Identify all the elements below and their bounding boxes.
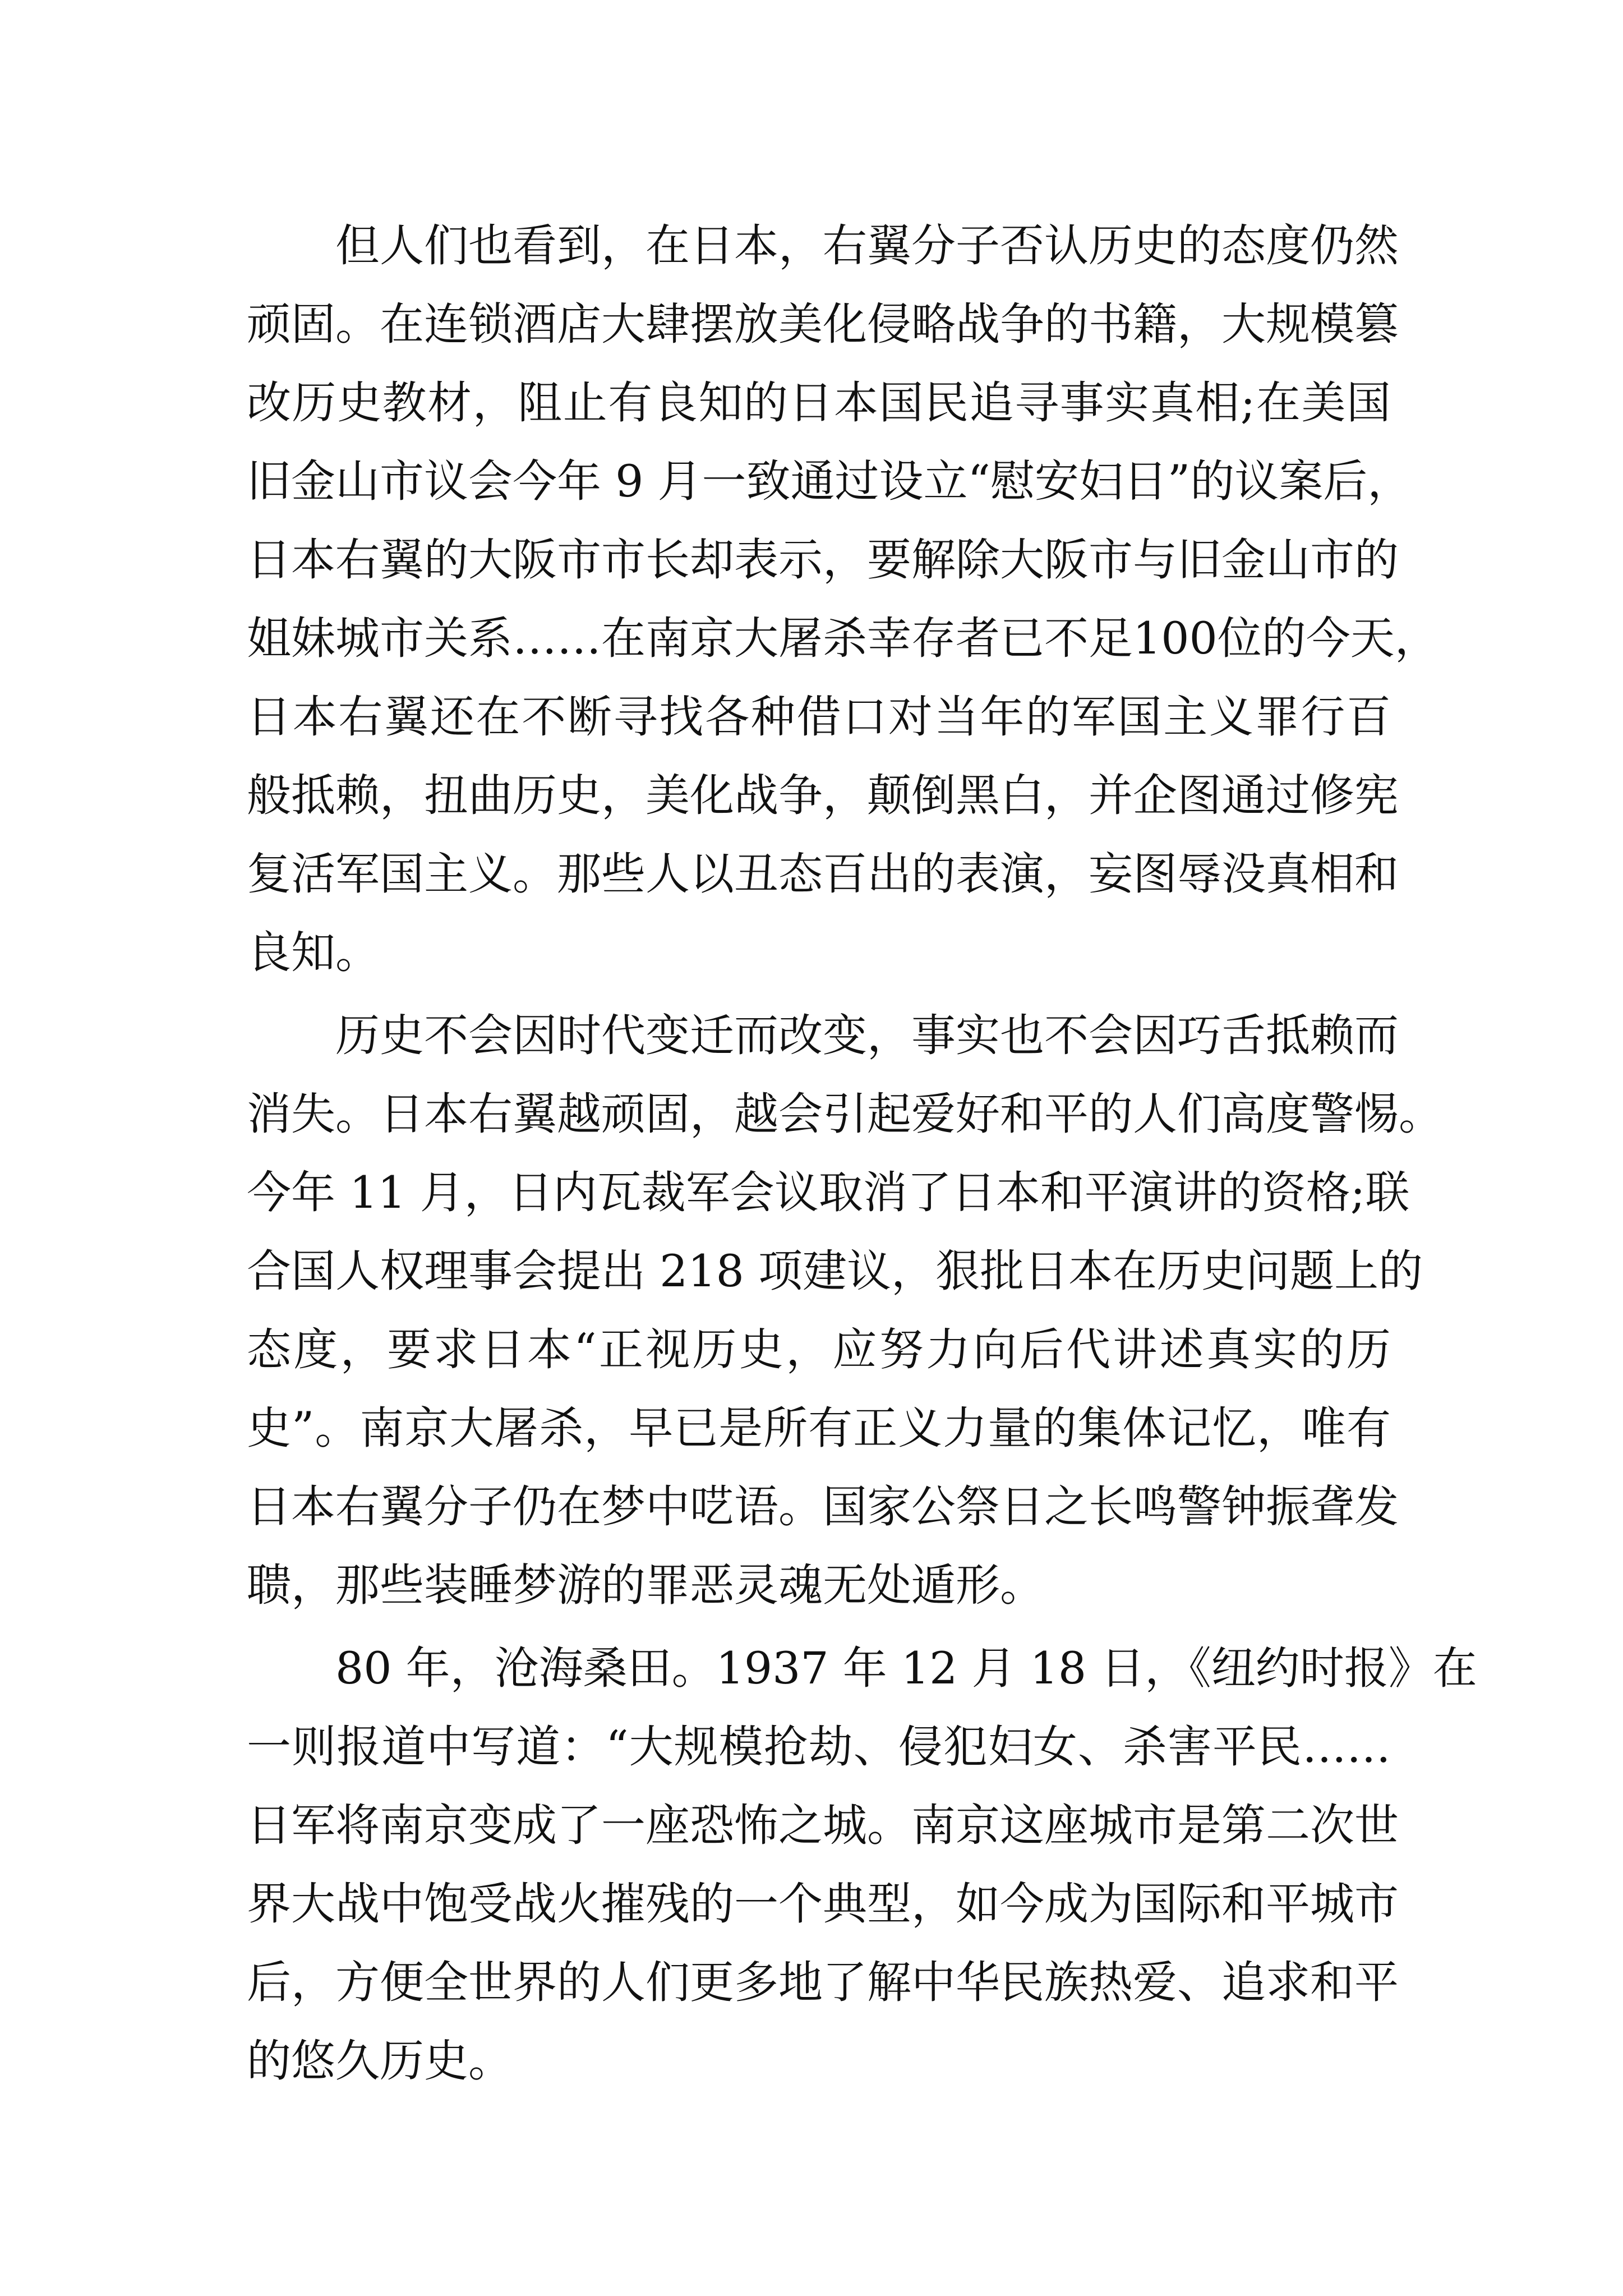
text-line: 良知。 bbox=[247, 927, 380, 978]
text-line: 日本右翼分子仍在梦中呓语。国家公祭日之长鸣警钟振聋发 bbox=[247, 1481, 1399, 1533]
text-line: 复活军国主义。那些人以丑态百出的表演，妄图辱没真相和 bbox=[247, 848, 1399, 900]
paragraph-2 bbox=[247, 996, 1443, 1625]
text-line: 改历史教材，阻止有良知的日本国民追寻事实真相;在美国 bbox=[247, 377, 1391, 429]
text-line: 聩，那些装睡梦游的罪恶灵魂无处遁形。 bbox=[247, 1559, 1044, 1611]
text-line: 般抵赖，扭曲历史，美化战争，颠倒黑白，并企图通过修宪 bbox=[247, 770, 1399, 821]
paragraph-1 bbox=[247, 206, 1439, 992]
text-line: 合国人权理事会提出 218 项建议，狠批日本在历史问题上的 bbox=[247, 1245, 1423, 1297]
paragraph-3 bbox=[247, 1629, 1477, 2100]
text-line: 日本右翼的大阪市市长却表示，要解除大阪市与旧金山市的 bbox=[247, 534, 1399, 586]
text-line: 旧金山市议会今年 9 月一致通过设立“慰安妇日”的议案后， bbox=[247, 455, 1412, 507]
text-line: 消失。日本右翼越顽固，越会引起爱好和平的人们高度警惕。 bbox=[247, 1088, 1443, 1140]
text-line: 后，方便全世界的人们更多地了解中华民族热爱、追求和平 bbox=[247, 1957, 1399, 2008]
text-line: 一则报道中写道：“大规模抢劫、侵犯妇女、杀害平民…… bbox=[247, 1721, 1391, 1773]
text-line: 顽固。在连锁酒店大肆摆放美化侵略战争的书籍，大规模篡 bbox=[247, 298, 1399, 350]
text-line: 今年 11 月，日内瓦裁军会议取消了日本和平演讲的资格;联 bbox=[247, 1167, 1410, 1218]
text-line: 的悠久历史。 bbox=[247, 2035, 513, 2087]
document-body bbox=[247, 206, 1477, 2105]
text-line: 日军将南京变成了一座恐怖之城。南京这座城市是第二次世 bbox=[247, 1800, 1399, 1851]
text-line: 姐妹城市关系……在南京大屠杀幸存者已不足100位的今天， bbox=[247, 613, 1439, 664]
text-line: 历史不会因时代变迁而改变，事实也不会因巧舌抵赖而 bbox=[335, 1010, 1399, 1061]
text-line: 80 年，沧海桑田。1937 年 12 月 18 日，《纽约时报》在 bbox=[335, 1642, 1477, 1694]
text-line: 态度，要求日本“正视历史，应努力向后代讲述真实的历 bbox=[247, 1324, 1391, 1375]
text-line: 但人们也看到，在日本，右翼分子否认历史的态度仍然 bbox=[335, 220, 1399, 272]
text-line: 史”。南京大屠杀，早已是所有正义力量的集体记忆，唯有 bbox=[247, 1402, 1391, 1454]
text-line: 日本右翼还在不断寻找各种借口对当年的军国主义罪行百 bbox=[247, 691, 1391, 743]
text-line: 界大战中饱受战火摧残的一个典型，如今成为国际和平城市 bbox=[247, 1878, 1399, 1930]
